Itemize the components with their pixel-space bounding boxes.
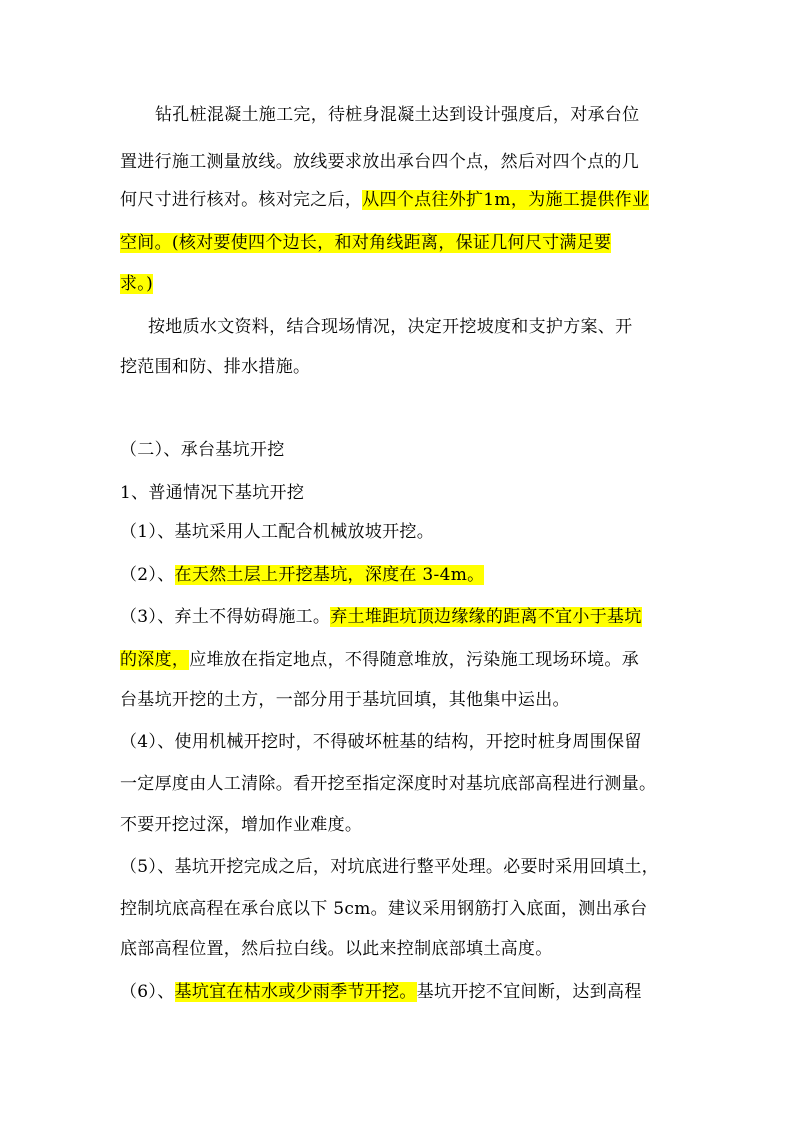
item2-highlight: 在天然土层上开挖基坑，深度在 3-4m。 (174, 565, 485, 585)
item4-line2: 一定厚度由人工清除。看开挖至指定深度时对基坑底部高程进行测量。 (120, 774, 657, 794)
item2 (120, 563, 484, 587)
item3-line2-highlight: 的深度， (120, 650, 190, 670)
item3-line2 (120, 648, 639, 672)
item1: （1）、基坑采用人工配合机械放坡开挖。 (120, 522, 435, 542)
item2-prefix: （2）、 (120, 565, 175, 585)
para1-line3 (120, 188, 649, 212)
item3-line3: 台基坑开挖的土方，一部分用于基坑回填，其他集中运出。 (120, 690, 570, 710)
item4-line1: （4）、使用机械开挖时，不得破坏桩基的结构，开挖时桩身周围保留 (120, 732, 642, 752)
para2-line2: 挖范围和防、排水措施。 (120, 357, 311, 377)
subsection-title: 1、普通情况下基坑开挖 (120, 483, 305, 503)
para1-line3-text: 何尺寸进行核对。核对完之后， (120, 190, 363, 210)
item5-line2: 控制坑底高程在承台底以下 5cm。建议采用钢筋打入底面，测出承台 (120, 899, 648, 919)
item6-highlight: 基坑宜在枯水或少雨季节开挖。 (174, 982, 417, 1002)
para1-line1: 钻孔桩混凝土施工完，待桩身混凝土达到设计强度后，对承台位 (155, 105, 640, 125)
item6-text: 基坑开挖不宜间断，达到高程 (416, 982, 642, 1002)
para2-line1: 按地质水文资料，结合现场情况，决定开挖坡度和支护方案、开 (148, 317, 633, 337)
item5-line1: （5）、基坑开挖完成之后，对坑底进行整平处理。必要时采用回填土， (120, 857, 659, 877)
para1-line4 (120, 231, 611, 255)
item5-line3: 底部高程位置，然后拉白线。以此来控制底部填土高度。 (120, 939, 553, 959)
para1-line5 (120, 272, 153, 296)
section-title: （二）、承台基坑开挖 (120, 440, 285, 460)
item3-line1-highlight: 弃土堆距坑顶边缘缘的距离不宜小于基坑 (330, 607, 642, 627)
item6-prefix: （6）、 (120, 982, 175, 1002)
item6-line1 (120, 980, 642, 1004)
item3-line1 (120, 605, 642, 629)
para1-line5-highlight: 求。) (120, 274, 154, 294)
para1-line3-highlight: 从四个点往外扩1m，为施工提供作业 (362, 190, 650, 210)
item3-line1-text: （3）、弃土不得妨碍施工。 (120, 607, 331, 627)
item3-line2-text: 应堆放在指定地点，不得随意堆放，污染施工现场环境。承 (189, 650, 640, 670)
para1-line4-highlight: 空间。(核对要使四个边长，和对角线距离，保证几何尺寸满足要 (120, 233, 612, 253)
item4-line3: 不要开挖过深，增加作业难度。 (120, 815, 363, 835)
para1-line2: 置进行施工测量放线。放线要求放出承台四个点，然后对四个点的几 (120, 152, 639, 172)
